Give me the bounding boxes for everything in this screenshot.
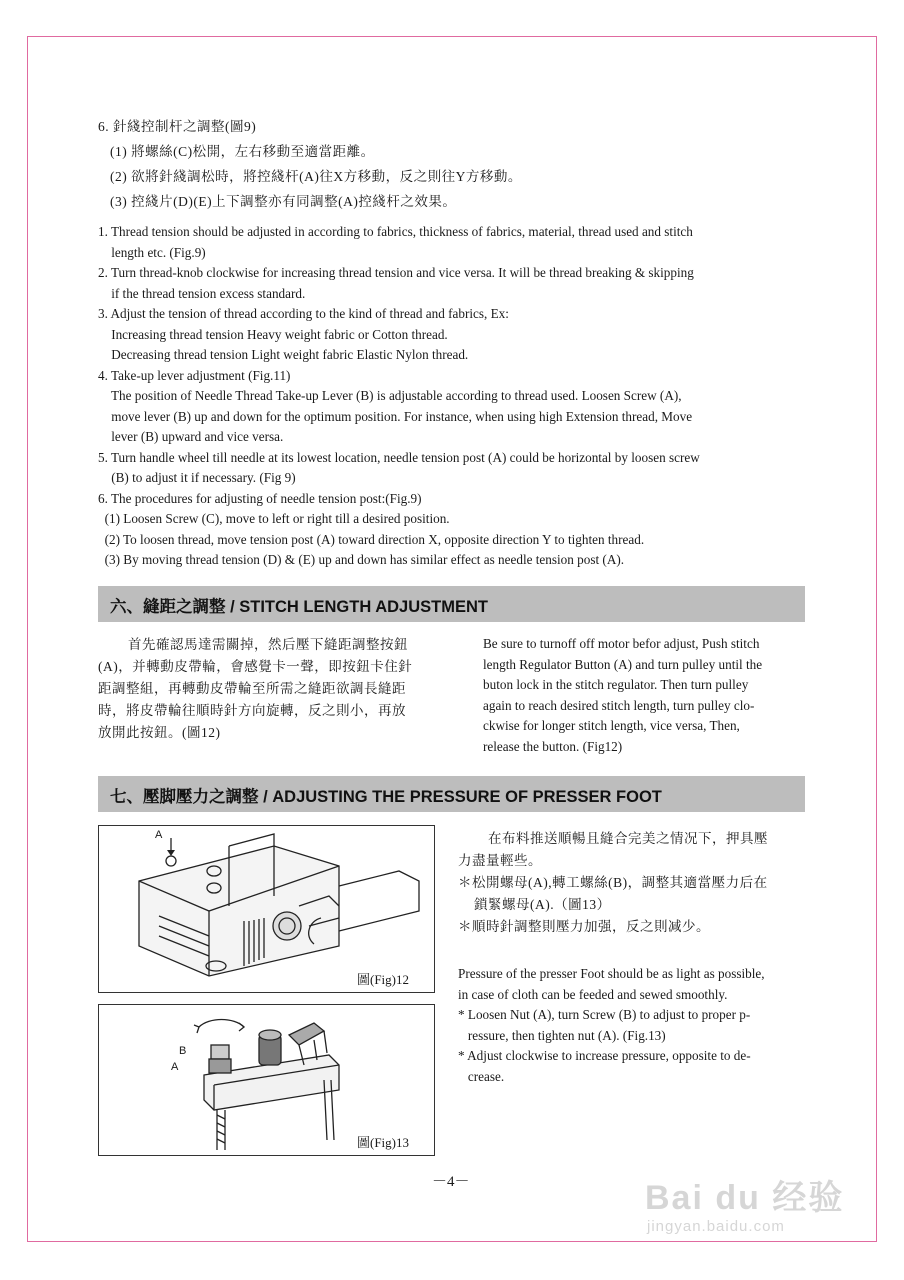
figure-12-illustration [99, 826, 434, 992]
en-line: 4. Take-up lever adjustment (Fig.11) [98, 367, 291, 383]
en-line: The position of Needle Thread Take-up Lever (B) is adjustable according to thread used. Loosen Screw (A), [98, 388, 682, 403]
presser-zh-line: ＊順時針調整則壓力加强，反之則减少。 [458, 919, 710, 934]
presser-en-column [458, 964, 765, 1087]
section6-zh-title: 6. 針綫控制杆之調整(圖9) [98, 119, 257, 134]
presser-zh-line: 在布料推送順暢且縫合完美之情况下，押具壓 [488, 831, 768, 846]
section6-zh-item-1: (1) 將螺絲(C)松開，左右移動至適當距離。 [110, 144, 375, 159]
stitch-en-column [483, 634, 762, 757]
figure-12 [98, 825, 435, 993]
stitch-en-line: buton lock in the stitch regulator. Then turn pulley [483, 677, 749, 692]
stitch-zh-line: 時，將皮帶輪往順時針方向旋轉，反之則小，再放 [98, 703, 406, 718]
en-line: (3) By moving thread tension (D) & (E) up and down has similar effect as needle tension post (A). [98, 552, 625, 567]
page-number: －4－ [432, 1174, 470, 1190]
watermark-url: jingyan.baidu.com [647, 1218, 785, 1235]
en-line: Decreasing thread tension Light weight fabric Elastic Nylon thread. [98, 347, 469, 362]
section6-zh-item-2: (2) 欲將針綫調松時，將控綫杆(A)往X方移動，反之則往Y方移動。 [110, 169, 522, 184]
stitch-zh-line: 首先確認馬達需關掉，然后壓下縫距調整按鈕 [128, 637, 408, 652]
figure-13 [98, 1004, 435, 1156]
presser-zh-column [458, 828, 768, 938]
section6-zh-item-3: (3) 控綫片(D)(E)上下調整亦有同調整(A)控綫杆之效果。 [110, 194, 457, 209]
stitch-length-heading-bar [98, 586, 805, 622]
stitch-zh-column [98, 634, 412, 744]
en-line: 2. Turn thread-knob clockwise for increasing thread tension and vice versa. It will be thread breaking & skipping [98, 265, 694, 280]
en-line: lever (B) upward and vice versa. [98, 429, 284, 444]
en-line: length etc. (Fig.9) [98, 244, 206, 260]
stitch-zh-line: (A)，并轉動皮帶輪，會感覺卡一聲，即按鈕卡住針 [98, 659, 413, 674]
en-line: if the thread tension excess standard. [98, 285, 306, 301]
presser-en-line: crease. [458, 1068, 505, 1084]
en-line: (2) To loosen thread, move tension post (A) toward direction X, opposite direction Y to tighten thread. [98, 531, 645, 547]
figure-12-marker-a: A [155, 829, 163, 841]
stitch-length-heading: 六、縫距之調整 / STITCH LENGTH ADJUSTMENT [110, 598, 488, 616]
watermark-brand: Bai du 经验 [645, 1179, 845, 1217]
en-line: (B) to adjust it if necessary. (Fig 9) [98, 470, 296, 485]
en-line: 6. The procedures for adjusting of needle tension post:(Fig.9) [98, 490, 422, 506]
stitch-en-line: again to reach desired stitch length, turn pulley clo- [483, 697, 755, 713]
figure-13-marker-a: A [171, 1061, 179, 1073]
presser-heading-bar [98, 776, 805, 812]
stitch-en-line: release the button. (Fig12) [483, 738, 623, 754]
stitch-zh-line: 放開此按鈕。(圖12) [98, 725, 221, 740]
figure-13-marker-b: B [179, 1045, 187, 1057]
figure-13-label: 圖(Fig)13 [357, 1135, 410, 1150]
presser-en-line: Pressure of the presser Foot should be as light as possible, [458, 966, 765, 981]
figure-12-label: 圖(Fig)12 [357, 972, 410, 987]
presser-zh-line: ＊松開螺母(A),轉工螺絲(B)，調整其適當壓力后在 [458, 875, 768, 890]
en-line: 5. Turn handle wheel till needle at its lowest location, needle tension post (A) could be horizontal by loosen screw [98, 449, 700, 465]
stitch-zh-line: 距調整組，再轉動皮帶輪至所需之縫距欲調長縫距 [98, 681, 406, 696]
presser-en-line: * Loosen Nut (A), turn Screw (B) to adjust to proper p- [458, 1007, 751, 1022]
presser-heading: 七、壓脚壓力之調整 / ADJUSTING THE PRESSURE OF PRESSER FOOT [110, 788, 662, 806]
stitch-en-line: ckwise for longer stitch length, vice versa, Then, [483, 718, 740, 733]
en-line: (1) Loosen Screw (C), move to left or right till a desired position. [98, 511, 450, 526]
en-line: move lever (B) up and down for the optimum position. For instance, when using high Extension thread, Move [98, 408, 693, 424]
baidu-watermark [645, 1170, 845, 1235]
presser-en-line: in case of cloth can be feeded and sewed smoothly. [458, 986, 728, 1002]
stitch-en-line: Be sure to turnoff off motor befor adjust, Push stitch [483, 636, 760, 651]
en-line: 1. Thread tension should be adjusted in according to fabrics, thickness of fabrics, material, thread used and stitch [98, 224, 693, 239]
presser-en-line: ressure, then tighten nut (A). (Fig.13) [458, 1027, 666, 1043]
en-line: Increasing thread tension Heavy weight fabric or Cotton thread. [98, 326, 448, 342]
stitch-en-line: length Regulator Button (A) and turn pulley until the [483, 656, 763, 672]
en-line: 3. Adjust the tension of thread according to the kind of thread and fabrics, Ex: [98, 306, 509, 321]
presser-en-line: * Adjust clockwise to increase pressure, opposite to de- [458, 1048, 751, 1063]
english-instructions [98, 222, 700, 571]
presser-zh-line: 力盡量輕些。 [458, 853, 542, 868]
presser-zh-line: 鎖緊螺母(A).（圖13） [474, 897, 611, 912]
